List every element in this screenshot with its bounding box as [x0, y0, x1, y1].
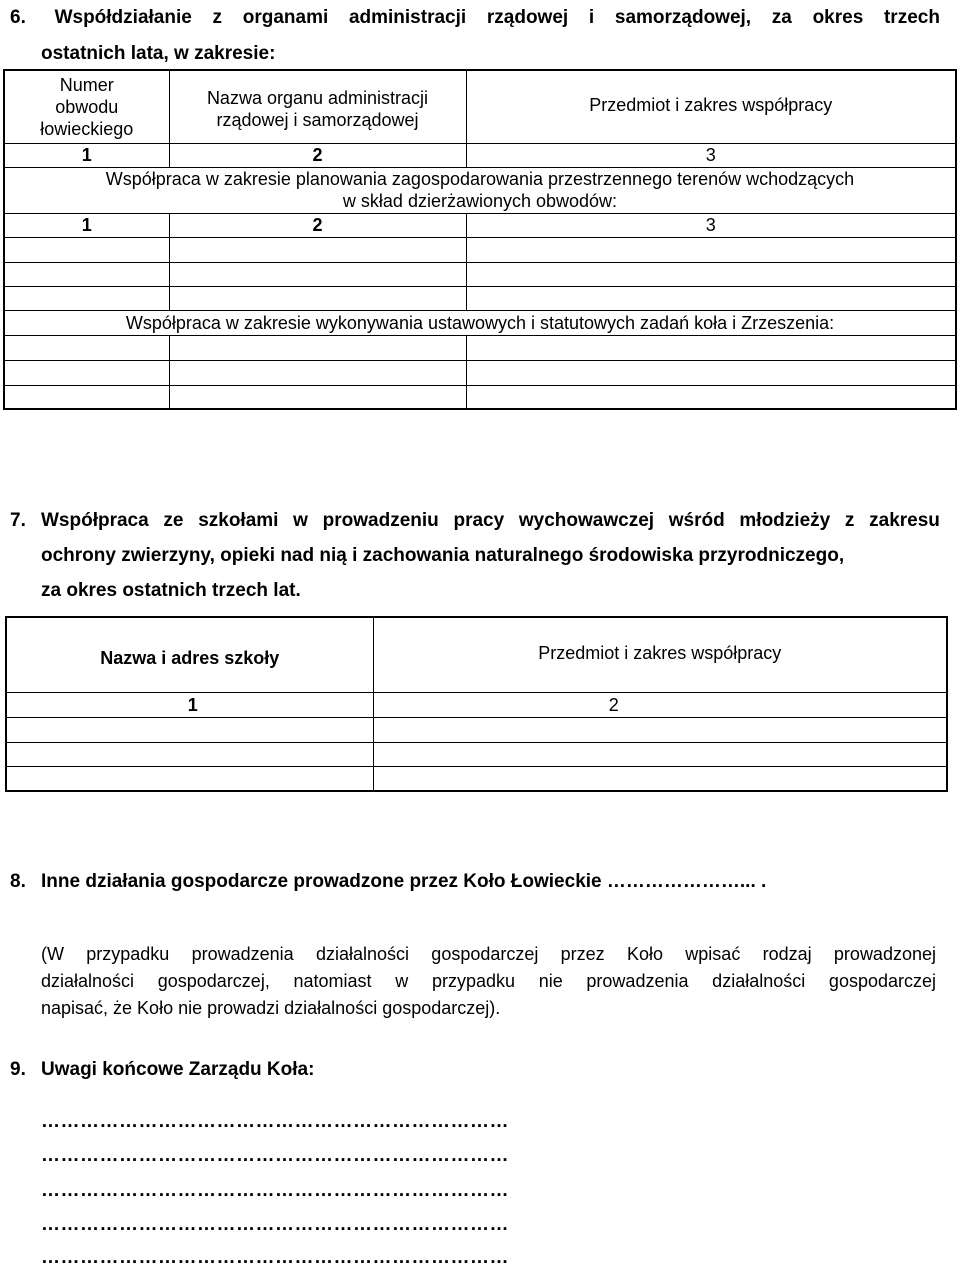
section-number: 7.: [10, 510, 26, 531]
note-line: działalności gospodarczej, natomiast w przypadku nie prowadzenia działalności gospodarczej: [41, 971, 936, 991]
section-number: 6.: [10, 7, 26, 28]
table-row: [6, 717, 947, 742]
table-group-row: [4, 167, 956, 213]
header-authority-name: Nazwa organu administracji rządowej i samorządowej: [169, 70, 466, 143]
section-6-heading: [10, 0, 940, 72]
note-line: (W przypadku prowadzenia działalności gospodarczej przez Koło wpisać rodzaj prowadzonej: [41, 944, 936, 964]
table-cell[interactable]: [373, 717, 947, 742]
table-cell[interactable]: [6, 766, 373, 791]
section-9-heading: [10, 1054, 314, 1086]
table-cell[interactable]: [466, 262, 956, 286]
table-cell[interactable]: [6, 717, 373, 742]
section-7-heading-line3: za okres ostatnich trzech lat.: [41, 580, 301, 601]
section-7-heading: [10, 503, 940, 608]
table-row: [6, 766, 947, 791]
section-8-title: Inne działania gospodarcze prowadzone przez Koło Łowieckie: [41, 871, 602, 892]
table-row: [4, 360, 956, 385]
table-cell[interactable]: [169, 262, 466, 286]
section-7-heading-line2: ochrony zwierzyny, opieki nad nią i zachowania naturalnego środowiska przyrodniczego,: [41, 545, 845, 566]
section-9-title: Uwagi końcowe Zarządu Koła:: [41, 1059, 315, 1080]
table-index-row: 1 2 3: [4, 143, 956, 167]
table-cell[interactable]: [373, 766, 947, 791]
header-subject-scope: Przedmiot i zakres współpracy: [466, 70, 956, 143]
table-row: [4, 385, 956, 409]
table-row: [4, 335, 956, 360]
section-7-heading-line1: 7. Współpraca ze szkołami w prowadzeniu pracy wychowawczej wśród młodzieży z zakresu: [10, 503, 940, 538]
header-subject-scope: Przedmiot i zakres współpracy: [373, 617, 947, 692]
remarks-line[interactable]: ………………………………………………………………: [41, 1111, 509, 1132]
table-cell[interactable]: [466, 237, 956, 262]
group-planning-label: Współpraca w zakresie planowania zagospodarowania przestrzennego terenów wchodzących w skład dzierżawionych obwodów:: [4, 167, 956, 213]
group-statutory-label: Współpraca w zakresie wykonywania ustawowych i statutowych zadań koła i Zrzeszenia:: [4, 310, 956, 335]
table-cell[interactable]: [466, 360, 956, 385]
fill-in-dots[interactable]: …………………...: [606, 871, 756, 892]
table-cell[interactable]: [169, 335, 466, 360]
remarks-line[interactable]: ………………………………………………………………: [41, 1214, 509, 1235]
table-cell[interactable]: [169, 360, 466, 385]
table-index-row: 1 2: [6, 692, 947, 717]
schools-table: [5, 616, 948, 792]
remarks-line[interactable]: ………………………………………………………………: [41, 1145, 509, 1166]
table-header-row: [4, 70, 956, 143]
table-cell[interactable]: [4, 385, 169, 409]
section-8-note: [41, 941, 936, 1022]
table-row: [4, 286, 956, 310]
table-cell[interactable]: [466, 335, 956, 360]
table-cell[interactable]: [4, 335, 169, 360]
table-cell[interactable]: [4, 286, 169, 310]
section-number: 8.: [10, 871, 26, 892]
section-8-heading: 8. Inne działania gospodarcze prowadzone przez Koło Łowieckie …………………... .: [10, 866, 766, 898]
section-number: 9.: [10, 1059, 26, 1080]
header-school-name: Nazwa i adres szkoły: [6, 617, 373, 692]
table-cell[interactable]: [4, 237, 169, 262]
table-cell[interactable]: [466, 385, 956, 409]
section-6-heading-line1: 6. Współdziałanie z organami administracji rządowej i samorządowej, za okres trzech: [10, 0, 940, 36]
table-cell[interactable]: [373, 742, 947, 766]
remarks-line[interactable]: ………………………………………………………………: [41, 1180, 509, 1201]
header-hunting-district-number: Numer obwodu łowieckiego: [4, 70, 169, 143]
table-cell[interactable]: [169, 237, 466, 262]
table-group-row: [4, 310, 956, 335]
table-row: [4, 262, 956, 286]
table-cell[interactable]: [6, 742, 373, 766]
table-index-row: 1 2 3: [4, 213, 956, 237]
table-row: [4, 237, 956, 262]
table-cell[interactable]: [169, 385, 466, 409]
cooperation-table: [3, 69, 957, 410]
table-cell[interactable]: [4, 360, 169, 385]
table-cell[interactable]: [466, 286, 956, 310]
table-row: [6, 742, 947, 766]
section-6-heading-line2: ostatnich lata, w zakresie:: [41, 43, 276, 64]
note-line: napisać, że Koło nie prowadzi działalności gospodarczej).: [41, 998, 501, 1018]
table-header-row: [6, 617, 947, 692]
table-cell[interactable]: [4, 262, 169, 286]
remarks-line[interactable]: ………………………………………………………………: [41, 1247, 509, 1268]
table-cell[interactable]: [169, 286, 466, 310]
